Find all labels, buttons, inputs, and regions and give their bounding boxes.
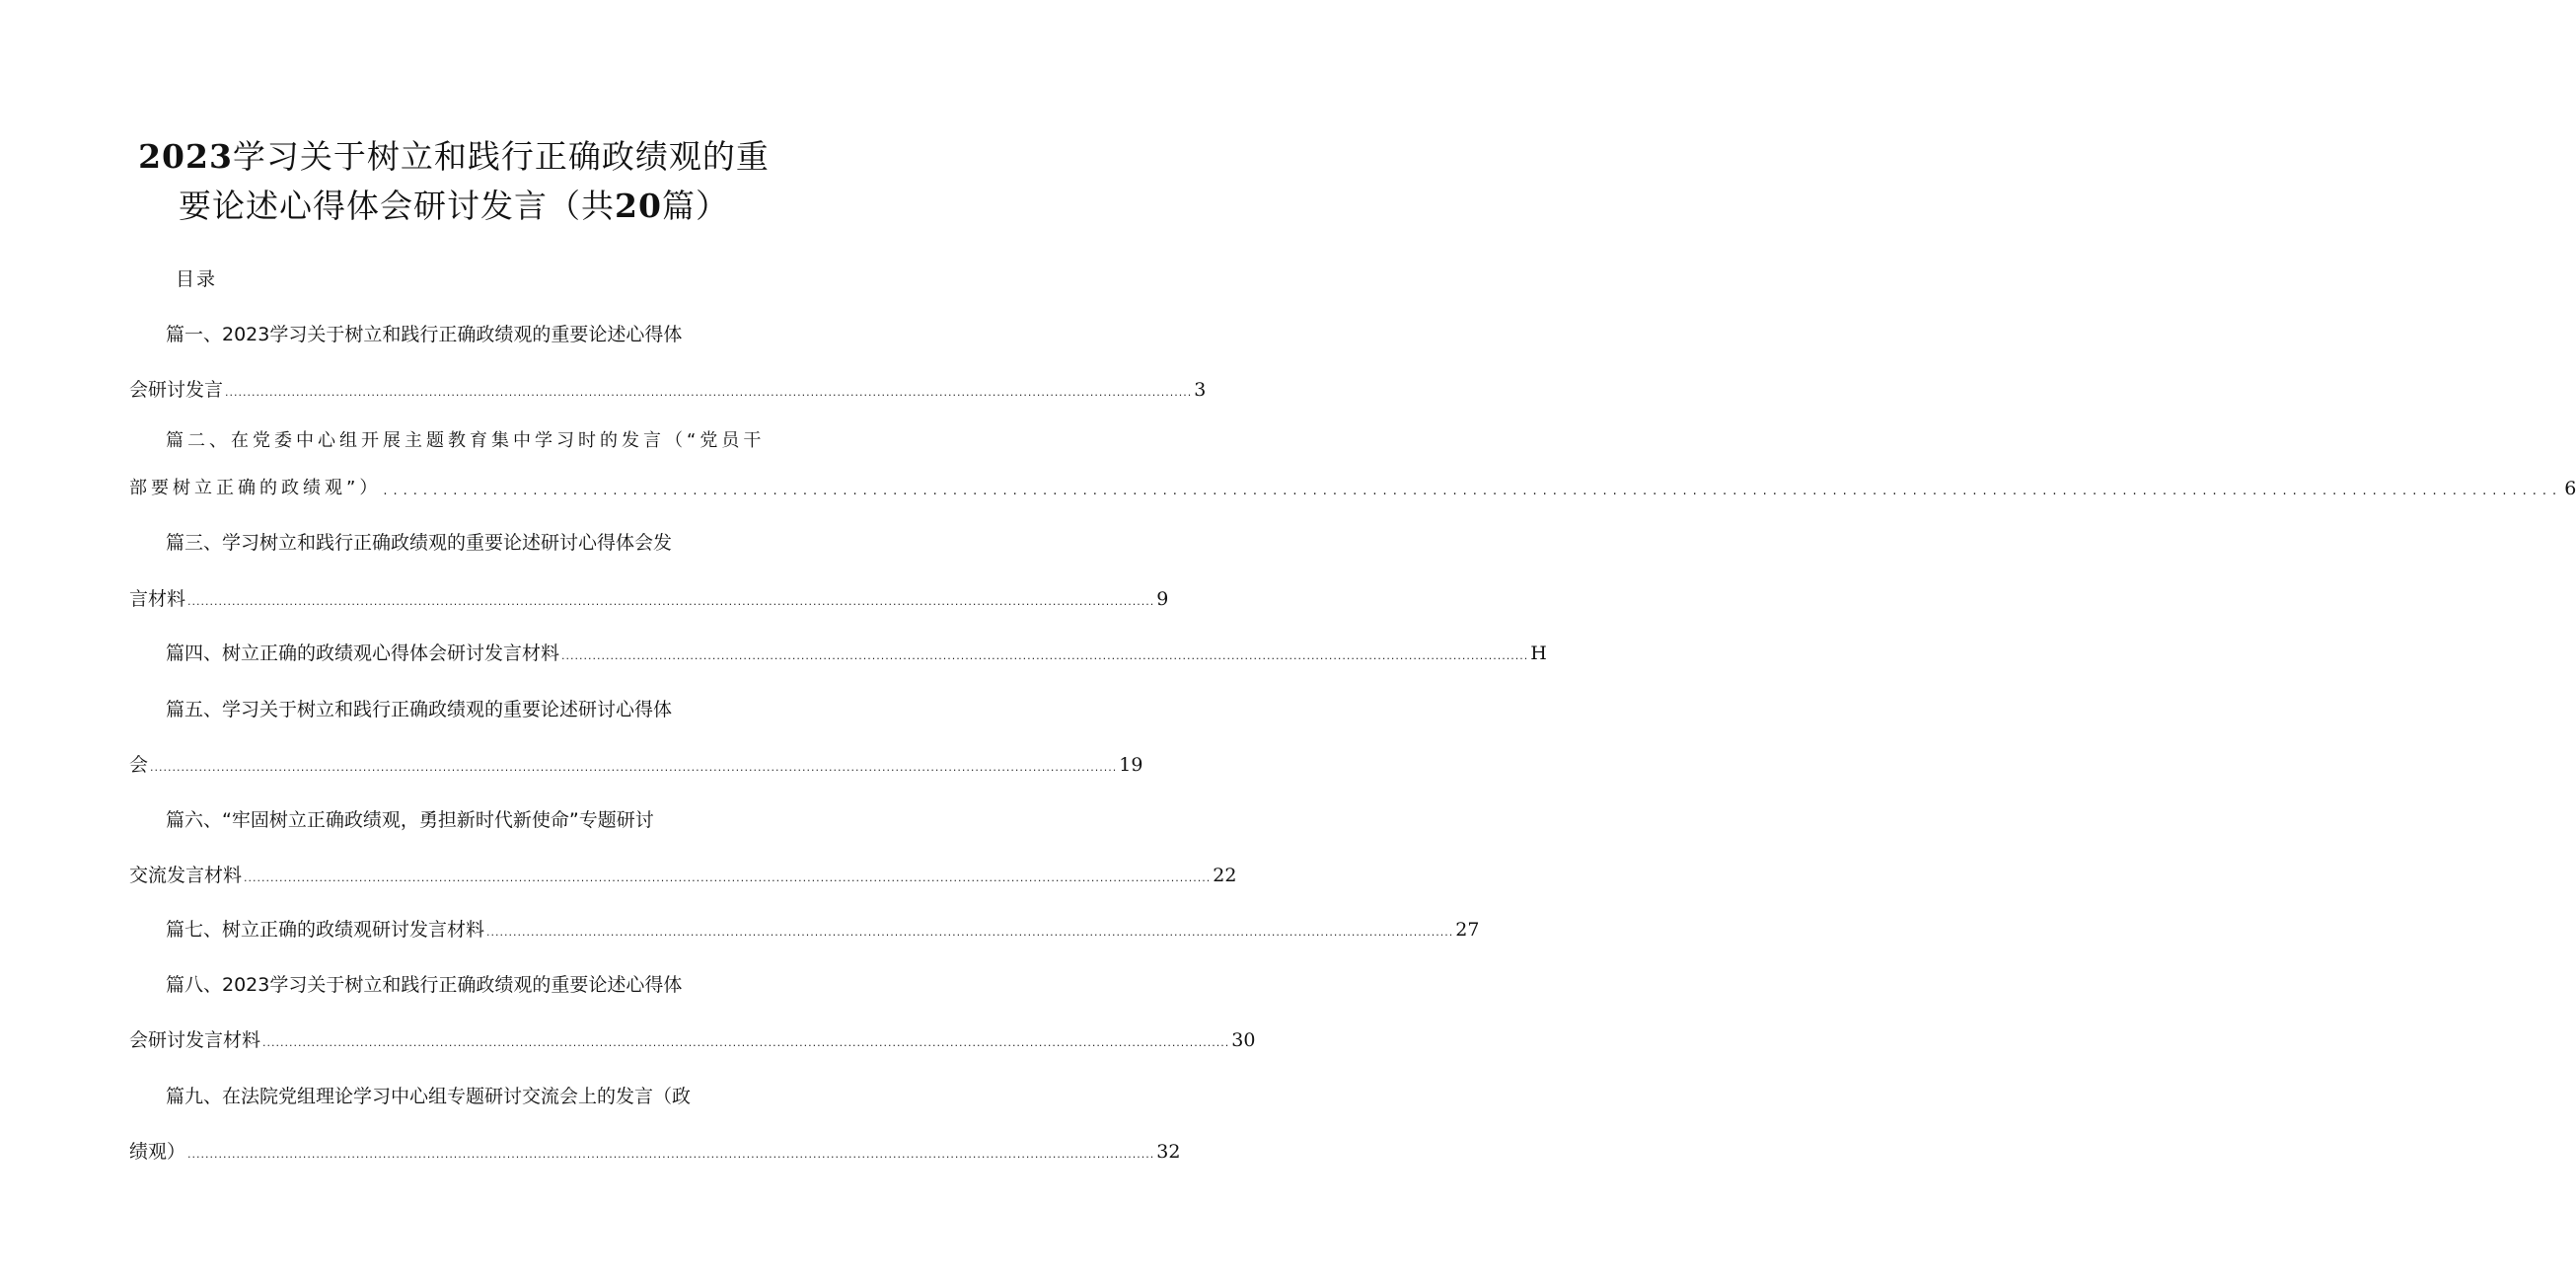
toc-entry-8-line-2[interactable] (129, 1027, 1256, 1053)
toc-entry-2-line-2[interactable] (129, 476, 2576, 501)
dot-leader: .......................................................................................................................................................................................................................... (561, 649, 1529, 662)
toc-entry-8-line-1[interactable]: 篇八、2023学习关于树立和践行正确政绩观的重要论述心得体 (166, 974, 683, 996)
page-number: 22 (1213, 865, 1237, 886)
dot-leader: .......................................................................................................................................................................................................................... (225, 386, 1193, 399)
toc-entry-text: 篇七、树立正确的政绩观研讨发言材料 (166, 919, 485, 941)
toc-entry-9-line-2[interactable] (129, 1139, 1181, 1165)
dot-leader: .......................................................................................................................................................................................................................... (150, 761, 1118, 774)
dot-leader: .......................................................................................................................................................................................................................... (383, 484, 2563, 498)
page-number: 3 (1194, 379, 1207, 401)
page-number: 27 (1455, 919, 1480, 941)
toc-entry-1-line-1[interactable]: 篇一、2023学习关于树立和践行正确政绩观的重要论述心得体 (166, 324, 683, 345)
toc-entry-text: 会 (129, 754, 149, 776)
dot-leader: .......................................................................................................................................................................................................................... (262, 1036, 1230, 1049)
dot-leader: .......................................................................................................................................................................................................................... (187, 595, 1155, 608)
dot-leader: .......................................................................................................................................................................................................................... (486, 926, 1454, 939)
toc-entry-9-line-1[interactable]: 篇九、在法院党组理论学习中心组专题研讨交流会上的发言（政 (166, 1086, 692, 1107)
toc-entry-text: 交流发言材料 (129, 865, 243, 886)
toc-entry-6-line-2[interactable] (129, 863, 1237, 888)
toc-entry-text: 会研讨发言材料 (129, 1029, 261, 1051)
dot-leader: .......................................................................................................................................................................................................................... (244, 871, 1212, 884)
page-number: 6 (2564, 478, 2576, 499)
toc-entry-text: 绩观） (129, 1141, 186, 1163)
page-number: 9 (1156, 588, 1169, 610)
title-text-2: 要论述心得体会研讨发言（共 (179, 187, 616, 225)
toc-entry-5-line-1[interactable]: 篇五、学习关于树立和践行正确政绩观的重要论述研讨心得体 (166, 699, 673, 720)
page-number: 32 (1156, 1141, 1181, 1163)
page-number: 19 (1119, 754, 1143, 776)
toc-entry-text: 部要树立正确的政绩观”） (129, 478, 382, 498)
toc-heading: 目录 (176, 268, 218, 290)
toc-entry-5-line-2[interactable] (129, 752, 1143, 778)
document-title-line-1 (99, 137, 809, 177)
title-text-end: 篇） (661, 187, 729, 225)
toc-entry-6-line-1[interactable]: 篇六、“牢固树立正确政绩观，勇担新时代新使命”专题研讨 (166, 809, 654, 831)
toc-entry-7[interactable] (166, 917, 1480, 943)
toc-entry-4[interactable] (166, 641, 1547, 666)
toc-entry-1-line-2[interactable] (129, 377, 1207, 403)
page-number: 30 (1231, 1029, 1256, 1051)
title-count: 20 (615, 187, 662, 225)
title-text-1: 学习关于树立和践行正确政绩观的重 (232, 137, 770, 176)
toc-entry-3-line-2[interactable] (129, 586, 1169, 612)
toc-entry-text: 篇四、树立正确的政绩观心得体会研讨发言材料 (166, 642, 560, 664)
page-number: H (1530, 642, 1547, 664)
document-title-line-2 (99, 187, 809, 226)
title-year: 2023 (138, 137, 233, 176)
toc-entry-3-line-1[interactable]: 篇三、学习树立和践行正确政绩观的重要论述研讨心得体会发 (166, 532, 673, 554)
toc-entry-text: 会研讨发言 (129, 379, 224, 401)
toc-entry-2-line-1[interactable]: 篇二、在党委中心组开展主题教育集中学习时的发言（“党员干 (166, 430, 766, 451)
dot-leader: .......................................................................................................................................................................................................................... (187, 1148, 1155, 1161)
toc-entry-text: 言材料 (129, 588, 186, 610)
